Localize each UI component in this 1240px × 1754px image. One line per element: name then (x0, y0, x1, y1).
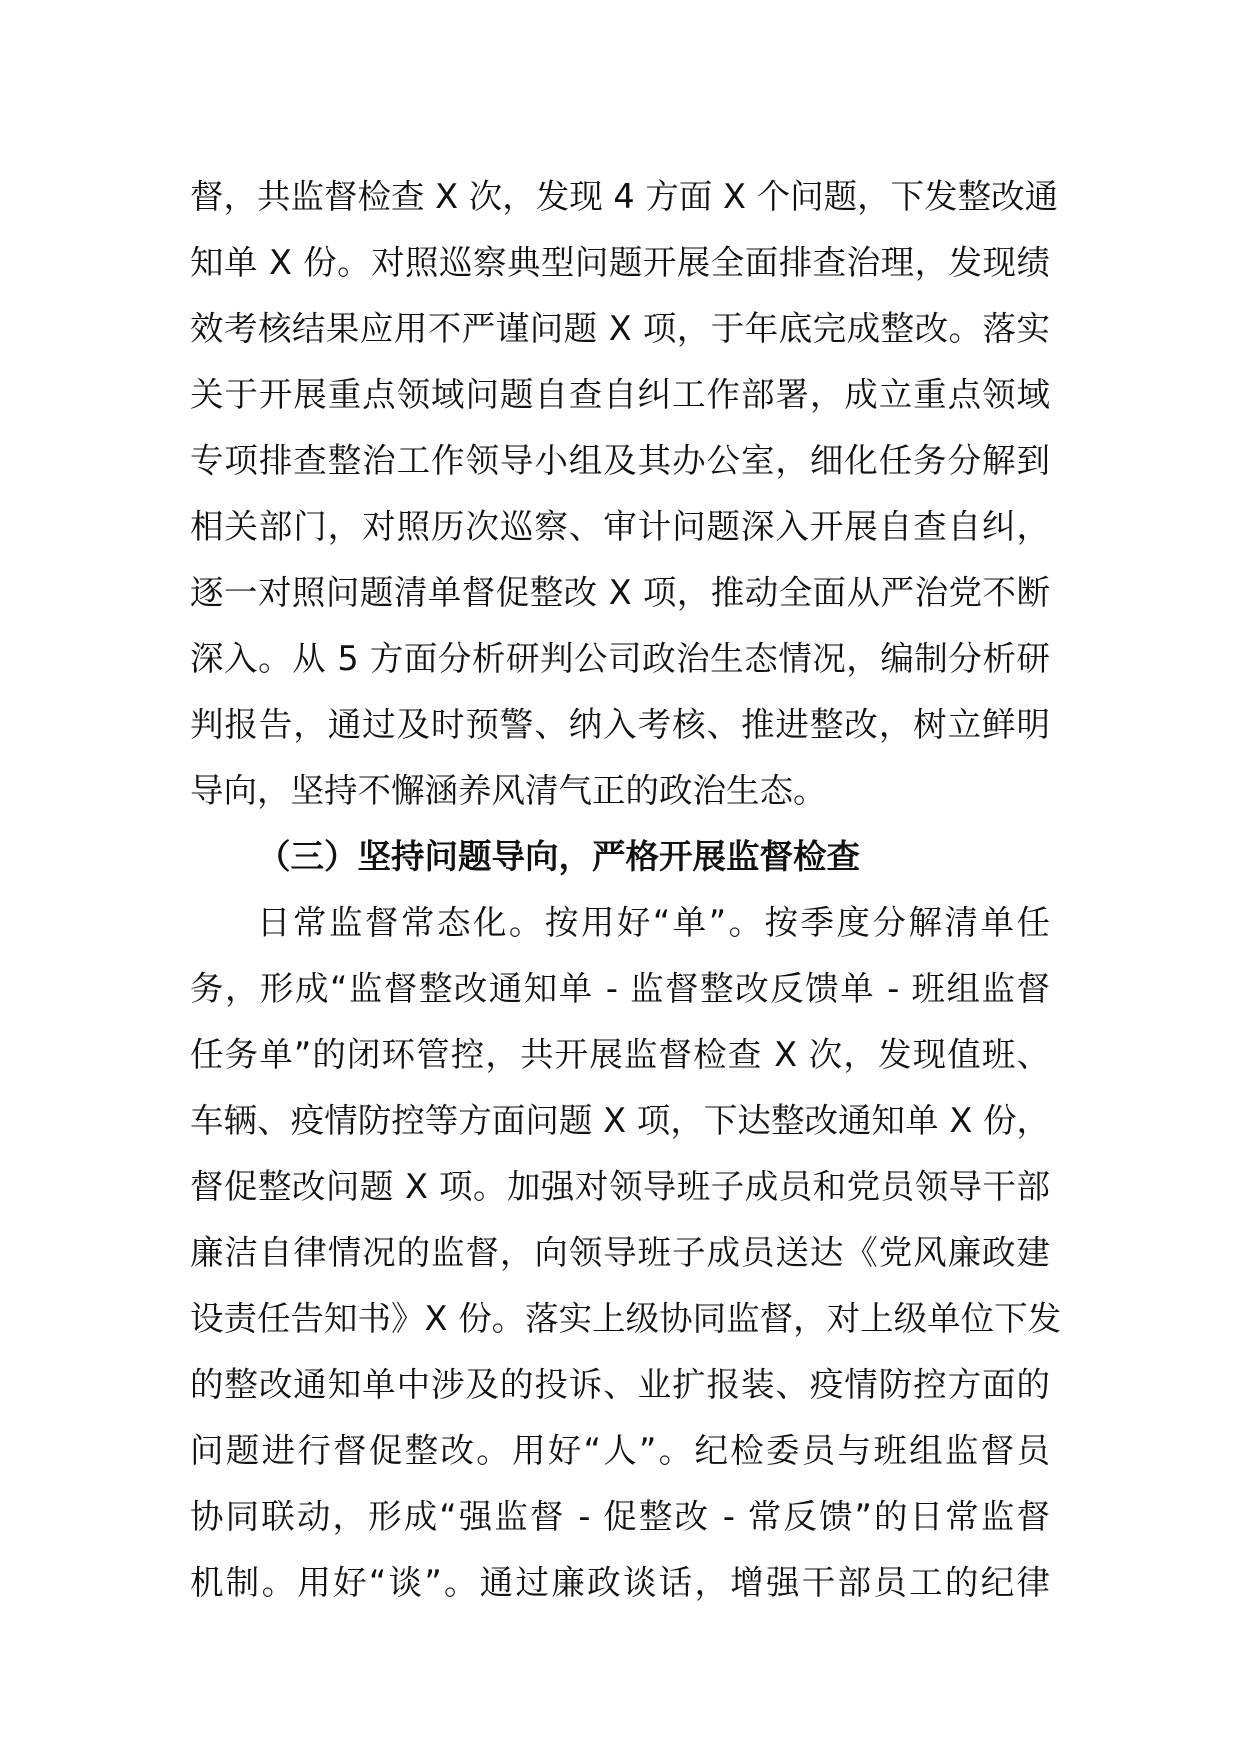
body-text (190, 164, 1062, 1616)
text-line: 廉洁自律情况的监督，向领导班子成员送达《党风廉政建 (190, 1233, 1050, 1272)
text-line: 相关部门，对照历次巡察、审计问题深入开展自查自纠， (190, 507, 1050, 546)
paragraph-continued (190, 164, 1059, 824)
text-line: 督，共监督检查 X 次，发现 4 方面 X 个问题，下发整改通 (190, 177, 1059, 216)
text-line: 导向，坚持不懈涵养风清气正的政治生态。 (190, 771, 827, 810)
text-line: 设责任告知书》X 份。落实上级协同监督，对上级单位下发 (190, 1299, 1062, 1338)
section-heading: （三）坚持问题导向，严格开展监督检查 (257, 837, 860, 876)
text-line: 深入。从 5 方面分析研判公司政治生态情况，编制分析研 (190, 639, 1050, 678)
paragraph-daily-supervision (190, 890, 1062, 1616)
text-line: 日常监督常态化。按用好“单”。按季度分解清单任 (257, 903, 1050, 942)
text-line: 知单 X 份。对照巡察典型问题开展全面排查治理，发现绩 (190, 243, 1050, 282)
text-line: 逐一对照问题清单督促整改 X 项，推动全面从严治党不断 (190, 573, 1050, 612)
text-line: 车辆、疫情防控等方面问题 X 项，下达整改通知单 X 份， (190, 1101, 1050, 1140)
text-line: 督促整改问题 X 项。加强对领导班子成员和党员领导干部 (190, 1167, 1050, 1206)
text-line: 效考核结果应用不严谨问题 X 项，于年底完成整改。落实 (190, 309, 1050, 348)
text-line: 任务单”的闭环管控，共开展监督检查 X 次，发现值班、 (190, 1035, 1050, 1074)
text-line: 专项排查整治工作领导小组及其办公室，细化任务分解到 (190, 441, 1050, 480)
text-line: 机制。用好“谈”。通过廉政谈话，增强干部员工的纪律 (190, 1563, 1050, 1602)
text-line: 关于开展重点领域问题自查自纠工作部署，成立重点领域 (190, 375, 1050, 414)
text-line: 协同联动，形成“强监督 - 促整改 - 常反馈”的日常监督 (190, 1497, 1050, 1536)
text-line: 务，形成“监督整改通知单 - 监督整改反馈单 - 班组监督 (190, 969, 1050, 1008)
text-line: 问题进行督促整改。用好“人”。纪检委员与班组监督员 (190, 1431, 1050, 1470)
text-line: 的整改通知单中涉及的投诉、业扩报装、疫情防控方面的 (190, 1365, 1050, 1404)
text-line: 判报告，通过及时预警、纳入考核、推进整改，树立鲜明 (190, 705, 1050, 744)
